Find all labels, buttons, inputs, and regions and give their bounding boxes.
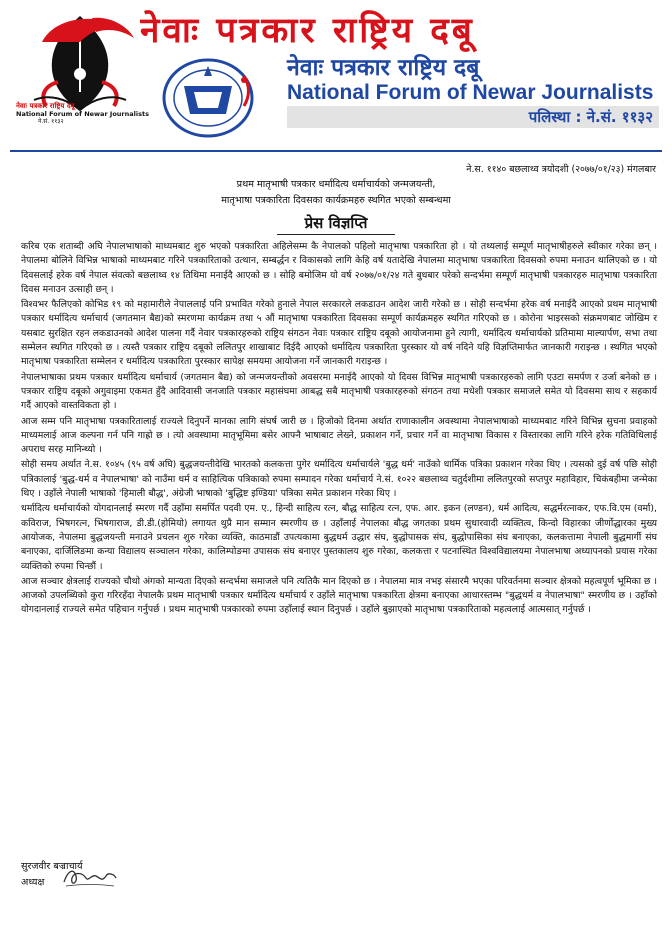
subject-line-1: प्रथम मातृभाषी पत्रकार धर्मादित्य धर्माचार्यको जन्मजयन्ती,: [236, 179, 436, 190]
handwritten-signature: [60, 864, 120, 890]
press-release-title: प्रेस विज्ञप्ति: [304, 214, 368, 232]
subject-line-2: मातृभाषा पत्रकारिता दिवसका कार्यक्रमहरु स्थगित भएको सम्बन्धमा: [221, 195, 451, 206]
letterhead: [0, 0, 672, 160]
left-emblem-name: नेवाः पत्रकार राष्ट्रिय दबू: [16, 102, 75, 110]
established-text: पलिस्था : ने.सं. ११३२: [528, 108, 653, 126]
title-underline: [277, 234, 395, 235]
header-divider: [10, 150, 662, 152]
subject-block: [0, 177, 672, 209]
paragraph-2: विश्वभर फैलिएको कोभिड १९ को महामारीले नेपाललाई पनि प्रभावित गरेको हुनाले नेपाल सरकारले लकडाउन आदेश जारी गरेको छ । सोही सन्दर्भमा हरेक वर्ष मनाईदै आएको प्रथम मातृभाषी पत्रकार धर्मादित्य धर्माचार्य (जगतमान बैद्य)को स्मरणमा कार्यक्रम तथा ५ औं मातृभाषा पत्रकारिता दिवसका सम्पूर्ण कार्यक्रमहरु स्थगित गरिएको छ । कोरोना भाइरसको संक्रमणबाट जोखिम र यसबाट सुरक्षित रहन लकडाउनको आदेश पालना गर्दै नेवार पत्रकारहरुको राष्ट्रिय संगठन नेवाः पत्रकार राष्ट्रिय दबूको आयोजनामा हुने त्यागी, धर्मादित्य धर्माचार्यको प्रतिमामा माल्यार्पण, सभा तथा सम्मेलन स्थगित गरिएको छ । त्यस्तै पत्रकार राष्ट्रिय दबूको ललितपुर शाखाबाट दिईदै आएको धर्मादित्य पत्रकारिता पुरस्कार यो वर्ष नदिने यहि विज्ञप्तिमार्फत जानकारी गराइन्छ । स्थगित भएको मातृभाषा पत्रकारिता सम्मेलन र धर्मादित्य पत्रकारिता पुरस्कार सापेक्ष समयमा आयोजना गर्ने जानकारी गराइन्छ ।: [21, 299, 657, 368]
signer-title: अध्यक्ष: [21, 877, 45, 888]
org-title-nepal-bhasa: नेवाः पत्रकार राष्ट्रिय दबू: [140, 10, 475, 51]
press-release-body: [21, 240, 657, 619]
release-date: ने.स. ११४० बछलाथ्व त्रयोदशी (२०७७/०१/२३) मंगलबार: [466, 164, 656, 175]
seal-emblem: [160, 56, 256, 140]
org-title-english: National Forum of Newar Journalists: [287, 81, 654, 104]
paragraph-6: धर्मादित्य धर्माचार्यको योगदानलाई स्मरण गर्दै उहाँमा समर्पित पदवी एम. ए., हिन्दी साहित्य रत्न, बौद्ध साहित्य रत्न, एफ. आर. इकन (लण्डन), धर्म आदित्य, सद्धर्मरत्नाकर, एफ.वि.एम (वर्मा), कविराज, भिषगरत्न, भिषगाराज, डी.डी.(होमियो) लगायत थुप्रै मान सम्मान स्मरणीय छ । उहाँलाई नेपालका बौद्ध जगतका प्रथम सुधारवादी व्यक्तित्व, किन्दो विहारका जीर्णोद्धारका मुख्य आयोजक, नेपालमा बुद्धजयन्ती मनाउने प्रचलन शुरु गरेका व्यक्ति, काठमाडौं उपत्यकामा बुद्धधर्म उद्धार संघ, बुद्धोपासक संघ, बुद्धोपासिका संघ बनाएका, कलकत्तामा नेपाली बुद्धमार्गी संघ बनाएका, दार्जिलिङमा कन्या विद्यालय सञ्चालन गरेका, कालिम्पोङमा उपासक संघ बनाएर पुस्तकालय शुरु गरेका, कलकत्ता र पटनास्थित विश्वविद्यालयमा नेपालभाषा अध्यापनको प्रयास गरेका व्यक्तिको रुपमा चिन्छौं ।: [21, 503, 657, 572]
established-bar: [287, 106, 659, 128]
paragraph-3: नेपालभाषाका प्रथम पत्रकार धर्मादित्य धर्माचार्य (जगतमान बैद्य) को जन्मजयन्तीको अवसरमा मनाईदै आएको यो दिवस विभिन्न मातृभाषी पत्रकारहरुको लागि एउटा समर्पण र उर्जा बनेको छ । पत्रकार राष्ट्रिय दबूको अगुवाइमा एकमत हुँदै आदिवासी जनजाति पत्रकार महासंघमा आबद्ध सबै मातृभाषी पत्रकारहरुको संगठन तथा मधेशी पत्रकार समाजले समेत यो दिवसमा साथ र सहकार्य गर्दै आएको वास्तविकता हो ।: [21, 371, 657, 412]
paragraph-1: करिब एक शताब्दी अघि नेपालभाषाको माध्यमबाट शुरु भएको पत्रकारिता अहिलेसम्म कै नेपालको पहिलो मातृभाषा पत्रकारिता हो । यो तथ्यलाई सम्पूर्ण मातृभाषीहरुले स्वीकार गरेका छन् । नेपालमा बोलिने विभिन्न भाषाको माध्यमबाट गरिने पत्रकारिताको उत्थान, सम्बर्द्धन र विकासको लागि केहि वर्ष यतादेखि नेपालमा मातृभाषा पत्रकारिता दिवसको रुपमा मनाउन थालिएको छ । यो दिवसलाई हरेक वर्ष नेपाल संवत्को बछलाथ्व १४ तिथिमा मनाईदै आएको छ । सोहि बमोजिम यो वर्ष २०७७/०१/२४ गते बुधबार परेको सन्दर्भमा सम्पूर्ण मातृभाषी पत्रकारहरु मातृभाषा पत्रकारिता दिवस मनाउन उत्साही छन् ।: [21, 241, 657, 295]
paragraph-5: सोही समय अर्थात ने.स. १०४५ (९५ वर्ष अघि) बुद्धजयन्तीदेखि भारतको कलकत्ता पुगेर धर्मादित्य धर्माचार्यले 'बुद्ध धर्म' नाउँको धार्मिक पत्रिका प्रकाशन गरेका थिए । त्यसको दुई वर्ष पछि सोही पत्रिकालाई 'बुद्ध-धर्म व नेपालभाषा' को नाउँमा धर्म व साहित्यिक पत्रिकाको रुपमा सम्पादन गरेका धर्माचार्य ने.सं. १०२२ बछलाथ्व चतुर्दशीमा ललितपुरको सप्तपुर महाविहार, चिकंबहीमा जन्मेका थिए । उहाँले नेपाली भाषाको 'हिमाली बौद्ध', अंग्रेजी भाषाको 'बुद्धिष्ट इण्डिया' पत्रिका समेत प्रकाशन गरेका थिए ।: [21, 459, 657, 500]
signer-name: सुरजवीर बज्राचार्य: [21, 861, 83, 872]
left-emblem-english: National Forum of Newar Journalists: [16, 110, 149, 118]
paragraph-7: आज सञ्चार क्षेत्रलाई राज्यको चौथो अंगको मान्यता दिएको सन्दर्भमा समाजले पनि त्यतिकै मान दिएको छ । नेपालमा मात्र नभइ संसारमै भएका परिवर्तनमा सञ्चार क्षेत्रको महत्वपूर्ण भूमिका छ । आजको उपलब्धिको कुरा गरिरहँदा नेपालकै प्रथम मातृभाषी पत्रकार धर्मादित्य धर्माचार्य र उहाँले मातृभाषा पत्रकारिता क्षेत्रमा बनाएका आधारस्तम्भ "बुद्धधर्म व नेपालभाषा" स्मरणीय छ । उहाँको योगदानलाई राज्यले समेत पहिचान गर्नुपर्छ । प्रथम मातृभाषी पत्रकारको रुपमा उहाँलाई स्थान दिनुपर्छ । उहाँले बुझाएको मातृभाषा पत्रकारिताको महत्वलाई आत्मसात् गर्नुपर्छ ।: [21, 575, 657, 616]
org-title-nepali: नेवाः पत्रकार राष्ट्रिय दबू: [287, 55, 480, 81]
left-emblem-year: ने.सं. ११३२: [38, 118, 64, 125]
left-emblem-caption: [16, 102, 156, 126]
paragraph-4: आज सम्म पनि मातृभाषा पत्रकारितालाई राज्यले दिनुपर्ने मानका लागि संघर्ष जारी छ । हिजोको दिनमा अर्थात राणाकालीन अवस्थामा नेपालभाषाको माध्यमबाट गरिने विभिन्न सुचना प्रवाहको माध्यमलाई आज कल्पना गर्न पनि गाह्रो छ । त्यो अवस्थामा मातृभूमिमा बसेर आफ्नै भाषाबाट लेख्ने, प्रकाशन गर्ने, प्रचार गर्ने वा मातृभाषा विकास र विस्तारका लागि गरिने हरेक गतिविधिलाई अपराध सरह मानिन्थ्यो ।: [21, 415, 657, 456]
